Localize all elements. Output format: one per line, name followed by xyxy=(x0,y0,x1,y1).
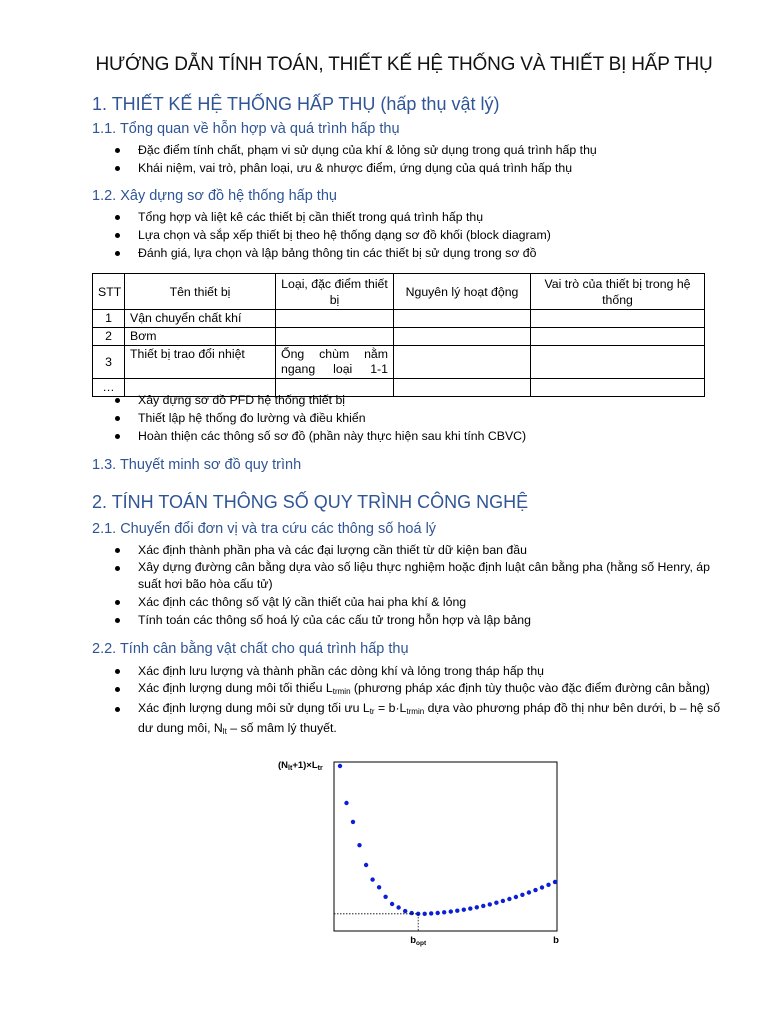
data-point xyxy=(540,885,544,889)
data-point xyxy=(527,890,531,894)
list-item: Tính toán các thông số hoá lý của các cấu tử trong hỗn hợp và lập bảng xyxy=(112,611,722,629)
list-item: Đánh giá, lựa chọn và lập bảng thông tin các thiết bị sử dụng trong sơ đồ xyxy=(112,244,551,262)
table-cell: Bơm xyxy=(125,328,276,346)
data-point xyxy=(533,888,537,892)
list-item: Xác định thành phần pha và các đại lượng cần thiết từ dữ kiện ban đầu xyxy=(112,541,722,559)
table-cell: Ống chùm nằm ngang loại 1-1 xyxy=(276,346,394,379)
data-point xyxy=(462,908,466,912)
data-point xyxy=(442,910,446,914)
table-row xyxy=(93,346,705,379)
data-point xyxy=(338,764,342,768)
table-row xyxy=(93,328,705,346)
data-point xyxy=(416,912,420,916)
table-cell: Thiết bị trao đổi nhiệt xyxy=(125,346,276,379)
list-item xyxy=(112,700,722,740)
data-point xyxy=(520,893,524,897)
list-item: Xác định lưu lượng và thành phần các dòng khí và lỏng trong tháp hấp thụ xyxy=(112,662,722,680)
list-item: Xây dựng đường cân bằng dựa vào số liệu thực nghiệm hoặc định luật cân bằng pha (hằng số Henry, áp suất hơi bão hòa cấu tử) xyxy=(112,559,722,593)
data-point xyxy=(429,911,433,915)
data-point xyxy=(377,885,381,889)
table-cell: 3 xyxy=(93,346,125,379)
data-point xyxy=(501,899,505,903)
data-point xyxy=(475,905,479,909)
text: dựa vào phương pháp đồ thị như bên dưới, b – hệ số dư dung môi, N xyxy=(138,701,721,735)
data-point xyxy=(488,902,492,906)
data-series xyxy=(338,764,557,916)
x-axis-label: b xyxy=(553,935,559,946)
list-item: Khái niệm, vai trò, phân loại, ưu & nhược điểm, ứng dụng của quá trình hấp thụ xyxy=(112,159,597,177)
data-point xyxy=(357,843,361,847)
list-item: Xác định các thông số vật lý cần thiết của hai pha khí & lỏng xyxy=(112,593,722,611)
table-cell xyxy=(394,310,531,328)
table-cell xyxy=(394,328,531,346)
section-1-1-list xyxy=(112,141,597,177)
section-2-1-heading: 2.1. Chuyển đổi đơn vị và tra cứu các thông số hoá lý xyxy=(92,521,437,537)
section-1-2-list xyxy=(112,208,551,262)
data-point xyxy=(481,904,485,908)
list-item xyxy=(112,680,722,700)
data-point xyxy=(370,877,374,881)
data-point xyxy=(546,883,550,887)
section-1-1-heading: 1.1. Tổng quan về hỗn hợp và quá trình hấp thụ xyxy=(92,121,400,137)
table-cell: Vận chuyển chất khí xyxy=(125,310,276,328)
section-1-heading: 1. THIẾT KẾ HỆ THỐNG HẤP THỤ (hấp thụ vật lý) xyxy=(92,94,500,114)
text: (phương pháp xác định tùy thuộc vào đặc điểm đường cân bằng) xyxy=(350,681,710,695)
data-point xyxy=(455,909,459,913)
section-2-heading: 2. TÍNH TOÁN THÔNG SỐ QUY TRÌNH CÔNG NGHỆ xyxy=(92,492,529,512)
section-2-1-list xyxy=(112,541,722,629)
column-header: Vai trò của thiết bị trong hệ thống xyxy=(531,274,705,310)
table-header-row xyxy=(93,274,705,310)
data-point xyxy=(507,897,511,901)
data-point xyxy=(344,801,348,805)
text: Xác định lượng dung môi sử dụng tối ưu L xyxy=(138,701,370,715)
data-point xyxy=(364,863,368,867)
column-header: STT xyxy=(93,274,125,310)
data-point xyxy=(449,909,453,913)
page-title: HƯỚNG DẪN TÍNH TOÁN, THIẾT KẾ HỆ THỐNG VÀ THIẾT BỊ HẤP THỤ xyxy=(95,54,713,75)
section-1-2-list-after xyxy=(112,391,526,445)
list-item: Hoàn thiện các thông số sơ đồ (phần này thực hiện sau khi tính CBVC) xyxy=(112,427,526,445)
data-point xyxy=(383,895,387,899)
column-header: Nguyên lý hoạt động xyxy=(394,274,531,310)
text: – số mâm lý thuyết. xyxy=(226,721,337,735)
data-point xyxy=(553,880,557,884)
table-row xyxy=(93,310,705,328)
column-header: Loại, đặc điểm thiết bị xyxy=(276,274,394,310)
data-point xyxy=(494,901,498,905)
text: Xác định lượng dung môi tối thiểu L xyxy=(138,681,333,695)
data-point xyxy=(403,909,407,913)
table-cell: 2 xyxy=(93,328,125,346)
equipment-table xyxy=(92,273,705,397)
section-2-2-heading: 2.2. Tính cân bằng vật chất cho quá trình hấp thụ xyxy=(92,641,409,657)
table-cell: … xyxy=(93,379,125,397)
subscript: lt xyxy=(222,727,227,736)
table-cell: 1 xyxy=(93,310,125,328)
table-cell xyxy=(276,328,394,346)
section-1-2-heading: 1.2. Xây dựng sơ đồ hệ thống hấp thụ xyxy=(92,188,337,204)
table-cell xyxy=(531,310,705,328)
subscript: trmin xyxy=(406,707,425,716)
table-cell xyxy=(276,310,394,328)
subscript: tr xyxy=(369,707,375,716)
list-item: Xây dựng sơ đồ PFD hệ thống thiết bị xyxy=(112,391,526,409)
list-item: Tổng hợp và liệt kê các thiết bị cần thiết trong quá trình hấp thụ xyxy=(112,208,551,226)
data-point xyxy=(436,911,440,915)
list-item: Thiết lập hệ thống đo lường và điều khiển xyxy=(112,409,526,427)
data-point xyxy=(514,895,518,899)
y-axis-label: $(N_{lt}+1)\times L_{tr}$ xyxy=(278,760,323,772)
table-cell xyxy=(531,346,705,379)
data-point xyxy=(390,902,394,906)
list-item: Lựa chọn và sắp xếp thiết bị theo hệ thống dạng sơ đồ khối (block diagram) xyxy=(112,226,551,244)
table-cell xyxy=(394,346,531,379)
table-cell xyxy=(531,328,705,346)
chart xyxy=(270,752,570,957)
data-point xyxy=(410,911,414,915)
plot-frame xyxy=(334,762,557,931)
b-opt-label: $b_{opt}$ xyxy=(410,935,427,947)
list-item: Đặc điểm tính chất, phạm vi sử dụng của khí & lỏng sử dụng trong quá trình hấp thụ xyxy=(112,141,597,159)
chart-svg xyxy=(270,752,570,952)
data-point xyxy=(423,912,427,916)
table-cell xyxy=(531,379,705,397)
text: = b·L xyxy=(374,701,407,715)
data-point xyxy=(351,820,355,824)
section-2-2-list xyxy=(112,662,722,740)
data-point xyxy=(468,906,472,910)
data-point xyxy=(396,905,400,909)
column-header: Tên thiết bị xyxy=(125,274,276,310)
section-1-3-heading: 1.3. Thuyết minh sơ đồ quy trình xyxy=(92,457,302,473)
subscript: trmin xyxy=(332,687,351,696)
